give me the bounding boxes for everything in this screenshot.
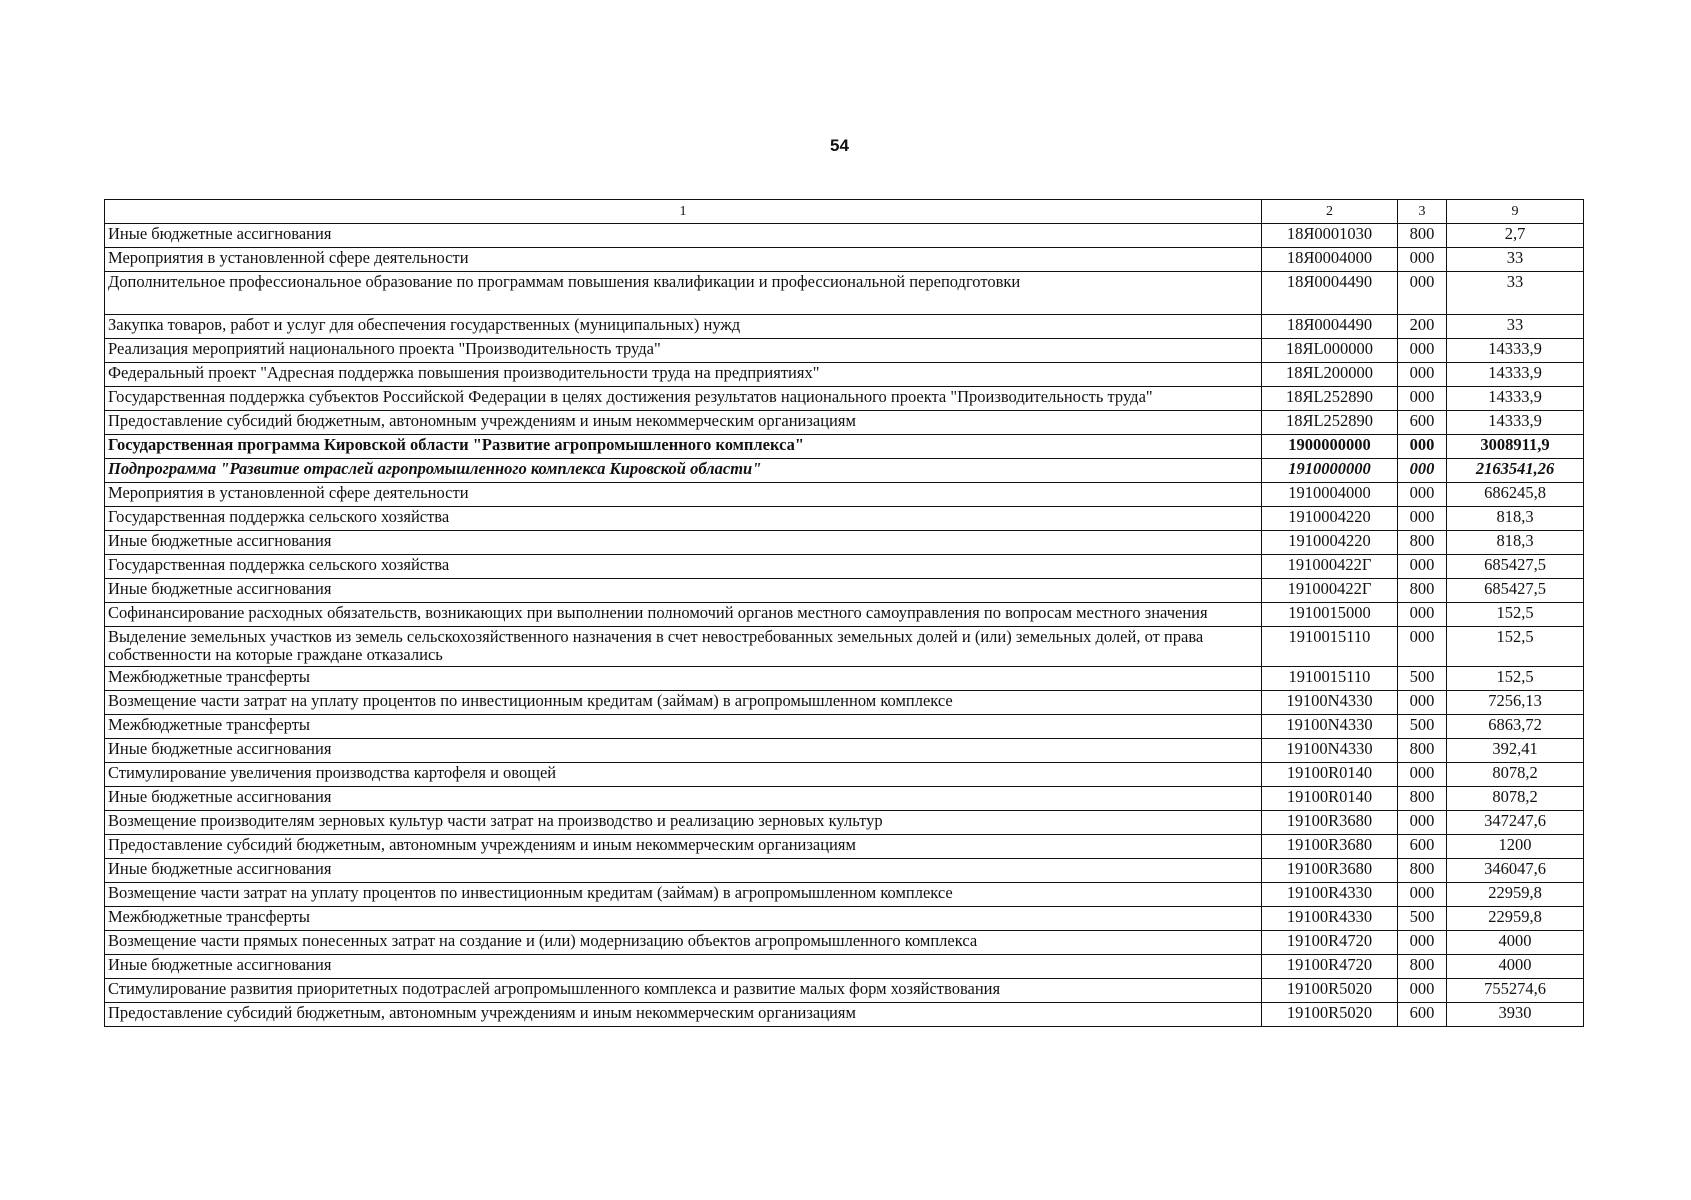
row-type-cell: 000 [1398,810,1447,834]
row-type-cell: 800 [1398,786,1447,810]
row-sum-cell: 346047,6 [1447,858,1584,882]
row-type-cell: 800 [1398,858,1447,882]
row-type-cell: 000 [1398,248,1447,272]
row-sum-cell: 685427,5 [1447,555,1584,579]
table-row [105,882,1584,906]
row-name-cell: Софинансирование расходных обязательств, возникающих при выполнении полномочий органов местного самоуправления по вопросам местного значения [105,603,1262,627]
table-row [105,224,1584,248]
row-type-cell: 600 [1398,834,1447,858]
row-name-cell: Иные бюджетные ассигнования [105,224,1262,248]
row-sum-cell: 14333,9 [1447,411,1584,435]
row-code-cell: 18ЯL252890 [1262,411,1398,435]
row-sum-cell: 3930 [1447,1002,1584,1026]
row-type-cell: 800 [1398,738,1447,762]
table-row [105,507,1584,531]
table-row [105,978,1584,1002]
row-type-cell: 000 [1398,363,1447,387]
table-row [105,339,1584,363]
row-type-cell: 800 [1398,224,1447,248]
row-sum-cell: 152,5 [1447,666,1584,690]
row-code-cell: 19100R5020 [1262,1002,1398,1026]
table-row [105,555,1584,579]
row-name-cell: Предоставление субсидий бюджетным, автономным учреждениям и иным некоммерческим организациям [105,411,1262,435]
row-name-cell: Государственная программа Кировской области "Развитие агропромышленного комплекса" [105,435,1262,459]
row-name-cell: Федеральный проект "Адресная поддержка повышения производительности труда на предприятиях" [105,363,1262,387]
table-row [105,363,1584,387]
row-type-cell: 000 [1398,762,1447,786]
row-sum-cell: 818,3 [1447,507,1584,531]
table-row [105,531,1584,555]
row-name-cell: Реализация мероприятий национального проекта "Производительность труда" [105,339,1262,363]
row-code-cell: 18Я0004490 [1262,272,1398,315]
row-code-cell: 1910015000 [1262,603,1398,627]
row-type-cell: 000 [1398,978,1447,1002]
row-sum-cell: 14333,9 [1447,363,1584,387]
row-code-cell: 19100N4330 [1262,690,1398,714]
row-name-cell: Иные бюджетные ассигнования [105,531,1262,555]
row-code-cell: 19100N4330 [1262,738,1398,762]
row-sum-cell: 347247,6 [1447,810,1584,834]
row-name-cell: Стимулирование развития приоритетных подотраслей агропромышленного комплекса и развитие малых форм хозяйствования [105,978,1262,1002]
table-row [105,1002,1584,1026]
row-sum-cell: 2163541,26 [1447,459,1584,483]
row-code-cell: 19100N4330 [1262,714,1398,738]
table-row [105,411,1584,435]
row-sum-cell: 3008911,9 [1447,435,1584,459]
table-row [105,954,1584,978]
table-row [105,930,1584,954]
row-type-cell: 000 [1398,555,1447,579]
row-type-cell: 500 [1398,666,1447,690]
table-row [105,248,1584,272]
row-sum-cell: 152,5 [1447,627,1584,667]
row-name-cell: Возмещение части затрат на уплату процентов по инвестиционным кредитам (займам) в агропромышленном комплексе [105,882,1262,906]
row-type-cell: 200 [1398,315,1447,339]
row-sum-cell: 14333,9 [1447,339,1584,363]
table-row [105,459,1584,483]
row-code-cell: 19100R3680 [1262,858,1398,882]
row-sum-cell: 7256,13 [1447,690,1584,714]
row-name-cell: Возмещение производителям зерновых культур части затрат на производство и реализацию зерновых культур [105,810,1262,834]
row-type-cell: 800 [1398,954,1447,978]
row-code-cell: 1910015110 [1262,666,1398,690]
row-sum-cell: 152,5 [1447,603,1584,627]
row-code-cell: 19100R4330 [1262,906,1398,930]
row-sum-cell: 6863,72 [1447,714,1584,738]
column-header-code: 2 [1262,200,1398,224]
budget-table [104,199,1584,1027]
table-row [105,579,1584,603]
row-code-cell: 19100R4720 [1262,954,1398,978]
row-sum-cell: 4000 [1447,930,1584,954]
row-sum-cell: 14333,9 [1447,387,1584,411]
row-sum-cell: 33 [1447,272,1584,315]
column-header-sum: 9 [1447,200,1584,224]
row-sum-cell: 8078,2 [1447,762,1584,786]
table-row [105,435,1584,459]
row-code-cell: 19100R4330 [1262,882,1398,906]
row-sum-cell: 22959,8 [1447,882,1584,906]
row-type-cell: 000 [1398,387,1447,411]
row-type-cell: 000 [1398,690,1447,714]
row-type-cell: 000 [1398,272,1447,315]
row-type-cell: 000 [1398,339,1447,363]
row-code-cell: 1910004220 [1262,507,1398,531]
table-row [105,272,1584,315]
row-type-cell: 600 [1398,1002,1447,1026]
row-code-cell: 1910004000 [1262,483,1398,507]
row-type-cell: 000 [1398,459,1447,483]
table-row [105,834,1584,858]
row-sum-cell: 8078,2 [1447,786,1584,810]
row-name-cell: Межбюджетные трансферты [105,714,1262,738]
row-type-cell: 500 [1398,906,1447,930]
row-type-cell: 800 [1398,531,1447,555]
row-name-cell: Иные бюджетные ассигнования [105,738,1262,762]
row-sum-cell: 818,3 [1447,531,1584,555]
row-code-cell: 18Я0004490 [1262,315,1398,339]
row-sum-cell: 1200 [1447,834,1584,858]
row-sum-cell: 685427,5 [1447,579,1584,603]
row-name-cell: Государственная поддержка субъектов Российской Федерации в целях достижения результатов национального проекта "Производительность труда" [105,387,1262,411]
row-code-cell: 1910004220 [1262,531,1398,555]
row-name-cell: Возмещение части прямых понесенных затрат на создание и (или) модернизацию объектов агропромышленного комплекса [105,930,1262,954]
row-code-cell: 191000422Г [1262,579,1398,603]
row-sum-cell: 33 [1447,315,1584,339]
row-sum-cell: 2,7 [1447,224,1584,248]
row-type-cell: 600 [1398,411,1447,435]
row-code-cell: 18Я0004000 [1262,248,1398,272]
row-code-cell: 1900000000 [1262,435,1398,459]
row-code-cell: 191000422Г [1262,555,1398,579]
row-sum-cell: 4000 [1447,954,1584,978]
row-type-cell: 000 [1398,435,1447,459]
row-name-cell: Государственная поддержка сельского хозяйства [105,555,1262,579]
table-row [105,627,1584,667]
row-code-cell: 18Я0001030 [1262,224,1398,248]
table-row [105,858,1584,882]
row-sum-cell: 392,41 [1447,738,1584,762]
page-number: 54 [830,136,849,155]
row-code-cell: 1910000000 [1262,459,1398,483]
row-name-cell: Межбюджетные трансферты [105,906,1262,930]
table-row [105,666,1584,690]
row-code-cell: 19100R3680 [1262,810,1398,834]
table-row [105,786,1584,810]
row-name-cell: Закупка товаров, работ и услуг для обеспечения государственных (муниципальных) нужд [105,315,1262,339]
row-code-cell: 1910015110 [1262,627,1398,667]
row-name-cell: Мероприятия в установленной сфере деятельности [105,483,1262,507]
table-row [105,387,1584,411]
table-row [105,714,1584,738]
row-name-cell: Иные бюджетные ассигнования [105,954,1262,978]
row-type-cell: 000 [1398,930,1447,954]
row-code-cell: 19100R0140 [1262,786,1398,810]
table-row [105,690,1584,714]
table-row [105,810,1584,834]
table-header-row [105,200,1584,224]
column-header-name: 1 [105,200,1262,224]
row-name-cell: Возмещение части затрат на уплату процентов по инвестиционным кредитам (займам) в агропромышленном комплексе [105,690,1262,714]
row-sum-cell: 22959,8 [1447,906,1584,930]
table-row [105,738,1584,762]
row-name-cell: Подпрограмма "Развитие отраслей агропромышленного комплекса Кировской области" [105,459,1262,483]
row-type-cell: 000 [1398,627,1447,667]
table-row [105,603,1584,627]
column-header-type: 3 [1398,200,1447,224]
row-name-cell: Дополнительное профессиональное образование по программам повышения квалификации и профессиональной переподготовки [105,272,1262,315]
table-row [105,315,1584,339]
row-name-cell: Выделение земельных участков из земель сельскохозяйственного назначения в счет невостребованных земельных долей и (или) земельных долей, от права собственности на которые граждане отказались [105,627,1262,667]
row-type-cell: 000 [1398,507,1447,531]
row-name-cell: Иные бюджетные ассигнования [105,786,1262,810]
row-code-cell: 19100R4720 [1262,930,1398,954]
row-name-cell: Государственная поддержка сельского хозяйства [105,507,1262,531]
row-code-cell: 18ЯL252890 [1262,387,1398,411]
row-code-cell: 18ЯL200000 [1262,363,1398,387]
row-name-cell: Предоставление субсидий бюджетным, автономным учреждениям и иным некоммерческим организациям [105,1002,1262,1026]
row-sum-cell: 33 [1447,248,1584,272]
row-name-cell: Межбюджетные трансферты [105,666,1262,690]
row-name-cell: Предоставление субсидий бюджетным, автономным учреждениям и иным некоммерческим организациям [105,834,1262,858]
row-code-cell: 19100R0140 [1262,762,1398,786]
row-type-cell: 800 [1398,579,1447,603]
row-code-cell: 19100R5020 [1262,978,1398,1002]
row-name-cell: Иные бюджетные ассигнования [105,858,1262,882]
table-row [105,762,1584,786]
row-sum-cell: 755274,6 [1447,978,1584,1002]
row-sum-cell: 686245,8 [1447,483,1584,507]
row-type-cell: 000 [1398,483,1447,507]
row-type-cell: 000 [1398,603,1447,627]
table-row [105,906,1584,930]
row-name-cell: Мероприятия в установленной сфере деятельности [105,248,1262,272]
row-type-cell: 000 [1398,882,1447,906]
row-name-cell: Иные бюджетные ассигнования [105,579,1262,603]
table-row [105,483,1584,507]
row-type-cell: 500 [1398,714,1447,738]
row-name-cell: Стимулирование увеличения производства картофеля и овощей [105,762,1262,786]
row-code-cell: 18ЯL000000 [1262,339,1398,363]
row-code-cell: 19100R3680 [1262,834,1398,858]
